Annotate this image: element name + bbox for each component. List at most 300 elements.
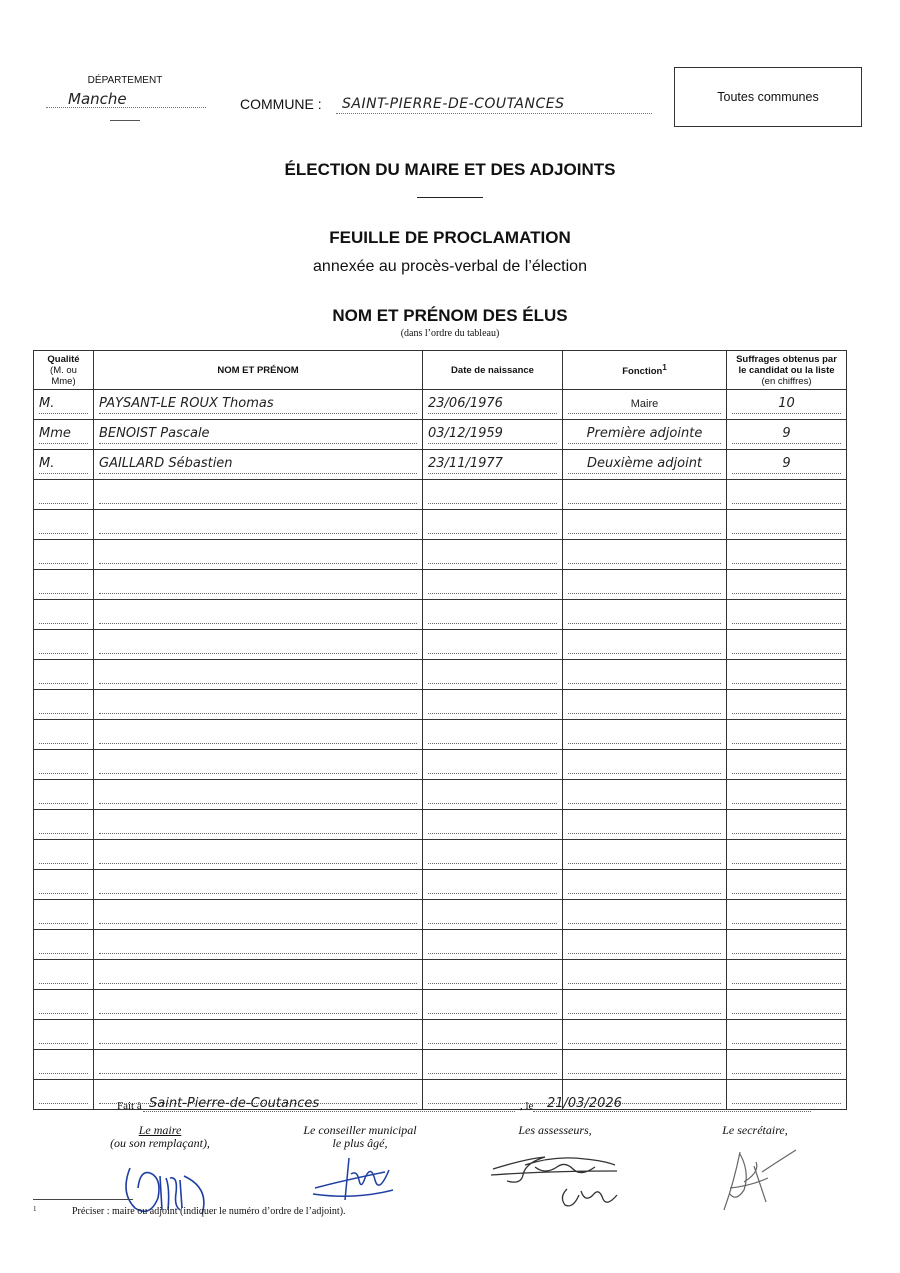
header-nom: [94, 351, 423, 390]
table-order-note: (dans l’ordre du tableau): [400, 328, 500, 339]
cell-nom: [94, 660, 423, 690]
cell-nom: [94, 1050, 423, 1080]
cell-nom: [94, 750, 423, 780]
fonction-field[interactable]: Maire: [568, 395, 721, 414]
cell-qualite: [34, 1050, 94, 1080]
suffrages-field[interactable]: 10: [732, 395, 841, 414]
cell-suffrages: [727, 600, 847, 630]
naissance-field[interactable]: [428, 695, 557, 714]
cell-naissance: [423, 660, 563, 690]
naissance-field[interactable]: [428, 485, 557, 504]
nom-field[interactable]: [99, 1055, 417, 1074]
suffrages-field[interactable]: [732, 665, 841, 684]
qualite-field[interactable]: [39, 875, 88, 894]
fonction-field[interactable]: Première adjointe: [568, 425, 721, 444]
table-row: [34, 870, 847, 900]
cell-nom: [94, 780, 423, 810]
cell-nom: [94, 570, 423, 600]
nom-field[interactable]: BENOIST Pascale: [99, 425, 417, 444]
fonction-field[interactable]: [568, 1025, 721, 1044]
cell-fonction: [563, 600, 727, 630]
cell-suffrages: [727, 1050, 847, 1080]
signature-secretaire-heading: [690, 1124, 820, 1137]
nom-field[interactable]: [99, 665, 417, 684]
table-row: [34, 1050, 847, 1080]
signature-maire-heading: [90, 1124, 230, 1150]
table-row: [34, 540, 847, 570]
nom-field[interactable]: [99, 965, 417, 984]
cell-naissance: [423, 780, 563, 810]
suffrages-field[interactable]: [732, 785, 841, 804]
fonction-field[interactable]: [568, 485, 721, 504]
qualite-field[interactable]: [39, 905, 88, 924]
nom-field[interactable]: GAILLARD Sébastien: [99, 455, 417, 474]
header-naissance: [423, 351, 563, 390]
suffrages-field[interactable]: [732, 605, 841, 624]
suffrages-field[interactable]: [732, 935, 841, 954]
suffrages-field[interactable]: [732, 905, 841, 924]
departement-rule: [110, 120, 140, 121]
footnote-number: 1: [33, 1205, 37, 1213]
nom-field[interactable]: [99, 845, 417, 864]
cell-nom: [94, 900, 423, 930]
cell-nom: [94, 540, 423, 570]
qualite-field[interactable]: [39, 665, 88, 684]
naissance-field[interactable]: [428, 755, 557, 774]
cell-fonction: [563, 750, 727, 780]
commune-label: COMMUNE :: [240, 96, 322, 112]
cell-nom: [94, 420, 423, 450]
naissance-field[interactable]: [428, 575, 557, 594]
cell-naissance: [423, 570, 563, 600]
cell-qualite: [34, 570, 94, 600]
cell-suffrages: [727, 900, 847, 930]
toutes-communes-label: Toutes communes: [717, 90, 819, 104]
naissance-field[interactable]: [428, 1025, 557, 1044]
qualite-field[interactable]: [39, 1055, 88, 1074]
qualite-field[interactable]: [39, 515, 88, 534]
fonction-field[interactable]: [568, 665, 721, 684]
cell-fonction: [563, 540, 727, 570]
cell-suffrages: [727, 630, 847, 660]
page-title: ÉLECTION DU MAIRE ET DES ADJOINTS: [284, 160, 616, 179]
naissance-field[interactable]: [428, 1055, 557, 1074]
signature-maire-title: Le maire: [138, 1123, 182, 1137]
suffrages-field[interactable]: [732, 725, 841, 744]
cell-suffrages: [727, 780, 847, 810]
header-suffrages-line3: (en chiffres): [761, 375, 812, 387]
elus-table: [33, 350, 847, 1110]
fonction-field[interactable]: [568, 575, 721, 594]
cell-fonction: [563, 840, 727, 870]
fait-a-label: Fait à: [117, 1100, 142, 1112]
suffrages-field[interactable]: [732, 965, 841, 984]
cell-qualite: [34, 660, 94, 690]
cell-suffrages: [727, 1020, 847, 1050]
cell-nom: [94, 840, 423, 870]
cell-naissance: [423, 1050, 563, 1080]
commune-field[interactable]: SAINT-PIERRE-DE-COUTANCES: [336, 96, 652, 114]
table-header-row: [34, 351, 847, 390]
nom-field[interactable]: [99, 485, 417, 504]
header-fonction: [563, 351, 727, 390]
fonction-field[interactable]: [568, 995, 721, 1014]
naissance-field[interactable]: [428, 905, 557, 924]
qualite-field[interactable]: [39, 815, 88, 834]
le-label: , le: [520, 1100, 534, 1112]
header-naissance-label: Date de naissance: [451, 364, 534, 376]
qualite-field[interactable]: [39, 545, 88, 564]
signature-conseiller-heading: [290, 1124, 430, 1150]
footnote-text: Préciser : maire ou adjoint (indiquer le numéro d’ordre de l’adjoint).: [72, 1206, 346, 1217]
table-row: [34, 900, 847, 930]
cell-qualite: [34, 390, 94, 420]
qualite-field[interactable]: [39, 695, 88, 714]
cell-qualite: [34, 930, 94, 960]
cell-suffrages: [727, 390, 847, 420]
suffrages-field[interactable]: 9: [732, 455, 841, 474]
table-row: [34, 720, 847, 750]
table-row: [34, 450, 847, 480]
sheet-subtitle: annexée au procès-verbal de l’élection: [313, 258, 587, 275]
cell-suffrages: [727, 420, 847, 450]
cell-qualite: [34, 810, 94, 840]
cell-qualite: [34, 450, 94, 480]
cell-naissance: [423, 990, 563, 1020]
header-suffrages: [727, 351, 847, 390]
cell-qualite: [34, 420, 94, 450]
table-row: [34, 750, 847, 780]
fonction-field[interactable]: [568, 1055, 721, 1074]
cell-qualite: [34, 960, 94, 990]
cell-nom: [94, 480, 423, 510]
cell-naissance: [423, 870, 563, 900]
cell-suffrages: [727, 480, 847, 510]
fonction-field[interactable]: [568, 605, 721, 624]
signature-assesseurs-heading: [490, 1124, 620, 1137]
fonction-field[interactable]: [568, 755, 721, 774]
fonction-field[interactable]: [568, 785, 721, 804]
suffrages-field[interactable]: [732, 815, 841, 834]
suffrages-field[interactable]: [732, 515, 841, 534]
header-fonction-label: Fonction: [622, 366, 663, 378]
cell-suffrages: [727, 450, 847, 480]
qualite-field[interactable]: M.: [39, 395, 88, 414]
table-row: [34, 480, 847, 510]
suffrages-field[interactable]: [732, 875, 841, 894]
fonction-field[interactable]: [568, 845, 721, 864]
cell-naissance: [423, 810, 563, 840]
signature-conseiller-title: Le conseiller municipal: [303, 1123, 417, 1137]
suffrages-field[interactable]: [732, 695, 841, 714]
suffrages-field[interactable]: [732, 755, 841, 774]
cell-suffrages: [727, 930, 847, 960]
suffrages-field[interactable]: [732, 995, 841, 1014]
cell-qualite: [34, 540, 94, 570]
fonction-field[interactable]: [568, 875, 721, 894]
sheet-title: FEUILLE DE PROCLAMATION: [329, 228, 571, 247]
cell-fonction: [563, 450, 727, 480]
cell-naissance: [423, 690, 563, 720]
fonction-field[interactable]: [568, 695, 721, 714]
naissance-field[interactable]: [428, 875, 557, 894]
cell-qualite: [34, 870, 94, 900]
cell-suffrages: [727, 990, 847, 1020]
cell-fonction: [563, 1050, 727, 1080]
cell-nom: [94, 600, 423, 630]
suffrages-field[interactable]: 9: [732, 425, 841, 444]
cell-qualite: [34, 1020, 94, 1050]
nom-field[interactable]: PAYSANT-LE ROUX Thomas: [99, 395, 417, 414]
cell-qualite: [34, 630, 94, 660]
qualite-field[interactable]: [39, 1025, 88, 1044]
cell-fonction: [563, 870, 727, 900]
table-row: [34, 810, 847, 840]
table-row: [34, 1020, 847, 1050]
suffrages-field[interactable]: [732, 1025, 841, 1044]
cell-qualite: [34, 600, 94, 630]
header-suffrages-line2: le candidat ou la liste: [738, 364, 835, 376]
cell-qualite: [34, 720, 94, 750]
fonction-field[interactable]: [568, 815, 721, 834]
signature-secretaire-mark: [710, 1142, 800, 1217]
cell-naissance: [423, 600, 563, 630]
cell-suffrages: [727, 750, 847, 780]
cell-fonction: [563, 630, 727, 660]
suffrages-field[interactable]: [732, 845, 841, 864]
cell-fonction: [563, 480, 727, 510]
table-row: [34, 630, 847, 660]
table-row: [34, 960, 847, 990]
cell-qualite: [34, 480, 94, 510]
suffrages-field[interactable]: [732, 485, 841, 504]
nom-field[interactable]: [99, 785, 417, 804]
cell-fonction: [563, 780, 727, 810]
header-qualite-line1: Qualité: [47, 353, 80, 365]
fonction-field[interactable]: [568, 965, 721, 984]
qualite-field[interactable]: [39, 845, 88, 864]
cell-fonction: [563, 420, 727, 450]
fonction-field[interactable]: [568, 725, 721, 744]
nom-field[interactable]: [99, 905, 417, 924]
cell-nom: [94, 870, 423, 900]
cell-nom: [94, 990, 423, 1020]
qualite-field[interactable]: [39, 635, 88, 654]
cell-fonction: [563, 570, 727, 600]
cell-naissance: [423, 450, 563, 480]
cell-nom: [94, 1020, 423, 1050]
cell-nom: [94, 450, 423, 480]
table-row: [34, 840, 847, 870]
naissance-field[interactable]: [428, 545, 557, 564]
header-suffrages-line1: Suffrages obtenus par: [736, 353, 837, 365]
cell-suffrages: [727, 660, 847, 690]
cell-naissance: [423, 1020, 563, 1050]
qualite-field[interactable]: [39, 965, 88, 984]
naissance-field[interactable]: [428, 995, 557, 1014]
cell-naissance: [423, 840, 563, 870]
qualite-field[interactable]: [39, 1085, 88, 1104]
naissance-field[interactable]: 23/06/1976: [428, 395, 557, 414]
cell-nom: [94, 960, 423, 990]
cell-fonction: [563, 930, 727, 960]
nom-field[interactable]: [99, 815, 417, 834]
suffrages-field[interactable]: [732, 575, 841, 594]
nom-field[interactable]: [99, 755, 417, 774]
cell-fonction: [563, 810, 727, 840]
table-row: [34, 420, 847, 450]
fonction-field[interactable]: [568, 545, 721, 564]
naissance-field[interactable]: [428, 635, 557, 654]
suffrages-field[interactable]: [732, 1055, 841, 1074]
nom-field[interactable]: [99, 875, 417, 894]
cell-suffrages: [727, 810, 847, 840]
cell-qualite: [34, 690, 94, 720]
cell-qualite: [34, 750, 94, 780]
qualite-field[interactable]: Mme: [39, 425, 88, 444]
suffrages-field[interactable]: [732, 545, 841, 564]
nom-field[interactable]: [99, 545, 417, 564]
cell-nom: [94, 510, 423, 540]
table-title: NOM ET PRÉNOM DES ÉLUS: [332, 306, 568, 325]
signature-assesseurs-mark: [485, 1145, 630, 1215]
signature-assesseurs-title: Les assesseurs,: [518, 1123, 592, 1137]
qualite-field[interactable]: [39, 785, 88, 804]
cell-naissance: [423, 480, 563, 510]
cell-suffrages: [727, 540, 847, 570]
cell-naissance: [423, 750, 563, 780]
cell-nom: [94, 810, 423, 840]
cell-qualite: [34, 840, 94, 870]
signature-maire-subtitle: (ou son remplaçant),: [110, 1136, 210, 1150]
qualite-field[interactable]: [39, 725, 88, 744]
nom-field[interactable]: [99, 515, 417, 534]
departement-label: DÉPARTEMENT: [87, 75, 163, 86]
fait-a-field[interactable]: Saint-Pierre-de-Coutances: [143, 1096, 515, 1112]
fonction-field[interactable]: [568, 935, 721, 954]
cell-fonction: [563, 510, 727, 540]
cell-naissance: [423, 960, 563, 990]
qualite-field[interactable]: [39, 605, 88, 624]
cell-nom: [94, 720, 423, 750]
table-row: [34, 690, 847, 720]
nom-field[interactable]: [99, 635, 417, 654]
nom-field[interactable]: [99, 695, 417, 714]
cell-fonction: [563, 720, 727, 750]
fonction-field[interactable]: Deuxième adjoint: [568, 455, 721, 474]
cell-naissance: [423, 510, 563, 540]
naissance-field[interactable]: [428, 515, 557, 534]
naissance-field[interactable]: 03/12/1959: [428, 425, 557, 444]
table-row: [34, 570, 847, 600]
cell-fonction: [563, 660, 727, 690]
departement-field[interactable]: Manche: [46, 90, 206, 108]
header-nom-label: NOM ET PRÉNOM: [217, 364, 299, 376]
signature-conseiller-subtitle: le plus âgé,: [332, 1136, 388, 1150]
nom-field[interactable]: [99, 935, 417, 954]
cell-suffrages: [727, 960, 847, 990]
nom-field[interactable]: [99, 575, 417, 594]
cell-fonction: [563, 960, 727, 990]
qualite-field[interactable]: [39, 935, 88, 954]
table-row: [34, 990, 847, 1020]
cell-fonction: [563, 1020, 727, 1050]
naissance-field[interactable]: [428, 605, 557, 624]
cell-naissance: [423, 930, 563, 960]
qualite-field[interactable]: [39, 575, 88, 594]
cell-naissance: [423, 630, 563, 660]
nom-field[interactable]: [99, 995, 417, 1014]
qualite-field[interactable]: [39, 485, 88, 504]
cell-suffrages: [727, 690, 847, 720]
cell-naissance: [423, 720, 563, 750]
table-row: [34, 600, 847, 630]
qualite-field[interactable]: M.: [39, 455, 88, 474]
cell-qualite: [34, 1080, 94, 1110]
cell-naissance: [423, 390, 563, 420]
toutes-communes-box: [674, 67, 862, 127]
table-row: [34, 780, 847, 810]
cell-fonction: [563, 990, 727, 1020]
title-divider: [417, 197, 483, 198]
naissance-field[interactable]: [428, 845, 557, 864]
nom-field[interactable]: [99, 725, 417, 744]
cell-naissance: [423, 900, 563, 930]
signature-conseiller-mark: [305, 1150, 400, 1205]
naissance-field[interactable]: [428, 665, 557, 684]
nom-field[interactable]: [99, 605, 417, 624]
table-row: [34, 390, 847, 420]
table-row: [34, 930, 847, 960]
nom-field[interactable]: [99, 1025, 417, 1044]
signature-secretaire-title: Le secrétaire,: [722, 1123, 788, 1137]
cell-naissance: [423, 420, 563, 450]
cell-fonction: [563, 900, 727, 930]
cell-nom: [94, 390, 423, 420]
fonction-field[interactable]: [568, 635, 721, 654]
header-qualite: [34, 351, 94, 390]
cell-qualite: [34, 990, 94, 1020]
naissance-field[interactable]: [428, 725, 557, 744]
naissance-field[interactable]: [428, 815, 557, 834]
cell-qualite: [34, 510, 94, 540]
footnote-rule: [33, 1199, 133, 1200]
qualite-field[interactable]: [39, 755, 88, 774]
cell-nom: [94, 630, 423, 660]
cell-qualite: [34, 900, 94, 930]
date-field[interactable]: 21/03/2026: [533, 1096, 811, 1112]
header-fonction-footnote-ref: 1: [662, 363, 667, 373]
header-qualite-line3: Mme): [51, 375, 76, 387]
table-row: [34, 510, 847, 540]
naissance-field[interactable]: 23/11/1977: [428, 455, 557, 474]
naissance-field[interactable]: [428, 935, 557, 954]
fonction-field[interactable]: [568, 905, 721, 924]
cell-naissance: [423, 540, 563, 570]
cell-fonction: [563, 690, 727, 720]
cell-suffrages: [727, 510, 847, 540]
qualite-field[interactable]: [39, 995, 88, 1014]
cell-suffrages: [727, 870, 847, 900]
naissance-field[interactable]: [428, 965, 557, 984]
cell-qualite: [34, 780, 94, 810]
fonction-field[interactable]: [568, 515, 721, 534]
naissance-field[interactable]: [428, 785, 557, 804]
cell-suffrages: [727, 720, 847, 750]
cell-nom: [94, 930, 423, 960]
suffrages-field[interactable]: [732, 635, 841, 654]
table-row: [34, 660, 847, 690]
